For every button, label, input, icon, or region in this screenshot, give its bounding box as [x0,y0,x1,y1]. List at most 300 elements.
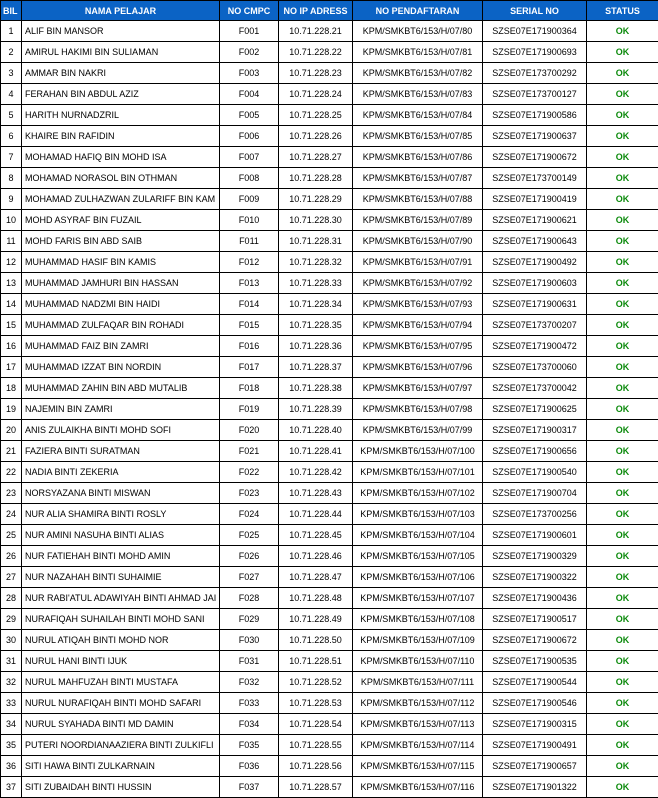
cell-no-pendaftaran: KPM/SMKBT6/153/H/07/113 [353,714,483,735]
cell-status: OK [587,630,658,651]
cell-status: OK [587,693,658,714]
cell-bil: 20 [1,420,22,441]
cell-nama-pelajar: SITI HAWA BINTI ZULKARNAIN [22,756,220,777]
cell-serial-no: SZSE07E171900540 [483,462,587,483]
cell-no-pendaftaran: KPM/SMKBT6/153/H/07/107 [353,588,483,609]
cell-status: OK [587,21,658,42]
cell-serial-no: SZSE07E171900643 [483,231,587,252]
cell-bil: 30 [1,630,22,651]
cell-no-pendaftaran: KPM/SMKBT6/153/H/07/82 [353,63,483,84]
cell-nama-pelajar: NUR ALIA SHAMIRA BINTI ROSLY [22,504,220,525]
cell-bil: 4 [1,84,22,105]
cell-serial-no: SZSE07E171900693 [483,42,587,63]
cell-no-cmpc: F031 [220,651,279,672]
table-row [1,756,658,777]
cell-nama-pelajar: MUHAMMAD FAIZ BIN ZAMRI [22,336,220,357]
table-row [1,126,658,147]
cell-nama-pelajar: ALIF BIN MANSOR [22,21,220,42]
cell-bil: 19 [1,399,22,420]
cell-no-ip: 10.71.228.42 [279,462,353,483]
header-no-ip-adress: NO IP ADRESS [279,1,353,21]
table-row [1,336,658,357]
cell-bil: 18 [1,378,22,399]
cell-no-cmpc: F018 [220,378,279,399]
cell-no-pendaftaran: KPM/SMKBT6/153/H/07/101 [353,462,483,483]
cell-bil: 15 [1,315,22,336]
cell-status: OK [587,567,658,588]
table-header [1,1,658,21]
cell-nama-pelajar: NORSYAZANA BINTI MISWAN [22,483,220,504]
cell-bil: 8 [1,168,22,189]
header-bil: BIL [1,1,22,21]
table-row [1,672,658,693]
cell-no-ip: 10.71.228.39 [279,399,353,420]
header-status: STATUS [587,1,658,21]
cell-bil: 14 [1,294,22,315]
cell-no-cmpc: F035 [220,735,279,756]
cell-status: OK [587,441,658,462]
cell-bil: 27 [1,567,22,588]
cell-no-cmpc: F001 [220,21,279,42]
cell-bil: 34 [1,714,22,735]
cell-status: OK [587,168,658,189]
cell-bil: 3 [1,63,22,84]
cell-no-pendaftaran: KPM/SMKBT6/153/H/07/93 [353,294,483,315]
cell-no-cmpc: F022 [220,462,279,483]
cell-status: OK [587,462,658,483]
cell-serial-no: SZSE07E171900419 [483,189,587,210]
cell-no-pendaftaran: KPM/SMKBT6/153/H/07/87 [353,168,483,189]
cell-no-ip: 10.71.228.22 [279,42,353,63]
cell-no-cmpc: F008 [220,168,279,189]
cell-status: OK [587,588,658,609]
cell-no-cmpc: F023 [220,483,279,504]
cell-bil: 21 [1,441,22,462]
cell-nama-pelajar: AMMAR BIN NAKRI [22,63,220,84]
table-body [1,21,658,798]
cell-nama-pelajar: NURAFIQAH SUHAILAH BINTI MOHD SANI [22,609,220,630]
cell-bil: 9 [1,189,22,210]
cell-bil: 12 [1,252,22,273]
cell-no-pendaftaran: KPM/SMKBT6/153/H/07/112 [353,693,483,714]
cell-no-pendaftaran: KPM/SMKBT6/153/H/07/104 [353,525,483,546]
cell-serial-no: SZSE07E171900364 [483,21,587,42]
cell-status: OK [587,294,658,315]
cell-no-cmpc: F021 [220,441,279,462]
cell-bil: 28 [1,588,22,609]
cell-nama-pelajar: AMIRUL HAKIMI BIN SULIAMAN [22,42,220,63]
cell-no-pendaftaran: KPM/SMKBT6/153/H/07/81 [353,42,483,63]
cell-nama-pelajar: KHAIRE BIN RAFIDIN [22,126,220,147]
cell-status: OK [587,189,658,210]
cell-serial-no: SZSE07E171900603 [483,273,587,294]
cell-serial-no: SZSE07E171900586 [483,105,587,126]
cell-nama-pelajar: MOHD FARIS BIN ABD SAIB [22,231,220,252]
cell-bil: 23 [1,483,22,504]
cell-nama-pelajar: NUR RABI'ATUL ADAWIYAH BINTI AHMAD JAI [22,588,220,609]
cell-serial-no: SZSE07E173700149 [483,168,587,189]
cell-bil: 26 [1,546,22,567]
cell-no-pendaftaran: KPM/SMKBT6/153/H/07/91 [353,252,483,273]
cell-nama-pelajar: NUR NAZAHAH BINTI SUHAIMIE [22,567,220,588]
cell-status: OK [587,210,658,231]
cell-serial-no: SZSE07E171900436 [483,588,587,609]
cell-serial-no: SZSE07E171900672 [483,147,587,168]
table-row [1,273,658,294]
cell-no-ip: 10.71.228.52 [279,672,353,693]
table-row [1,399,658,420]
cell-nama-pelajar: MUHAMMAD ZAHIN BIN ABD MUTALIB [22,378,220,399]
cell-no-cmpc: F005 [220,105,279,126]
table-row [1,315,658,336]
cell-no-pendaftaran: KPM/SMKBT6/153/H/07/103 [353,504,483,525]
cell-nama-pelajar: MOHAMAD ZULHAZWAN ZULARIFF BIN KAM [22,189,220,210]
cell-no-ip: 10.71.228.44 [279,504,353,525]
cell-serial-no: SZSE07E171900544 [483,672,587,693]
cell-serial-no: SZSE07E171900621 [483,210,587,231]
cell-nama-pelajar: MOHD ASYRAF BIN FUZAIL [22,210,220,231]
cell-bil: 25 [1,525,22,546]
cell-bil: 22 [1,462,22,483]
cell-nama-pelajar: FAZIERA BINTI SURATMAN [22,441,220,462]
cell-no-ip: 10.71.228.35 [279,315,353,336]
cell-bil: 33 [1,693,22,714]
cell-no-pendaftaran: KPM/SMKBT6/153/H/07/83 [353,84,483,105]
cell-nama-pelajar: PUTERI NOORDIANAAZIERA BINTI ZULKIFLI [22,735,220,756]
cell-no-pendaftaran: KPM/SMKBT6/153/H/07/89 [353,210,483,231]
cell-no-cmpc: F028 [220,588,279,609]
cell-bil: 2 [1,42,22,63]
cell-no-ip: 10.71.228.28 [279,168,353,189]
cell-no-ip: 10.71.228.48 [279,588,353,609]
cell-no-ip: 10.71.228.30 [279,210,353,231]
cell-no-pendaftaran: KPM/SMKBT6/153/H/07/106 [353,567,483,588]
cell-no-ip: 10.71.228.34 [279,294,353,315]
cell-serial-no: SZSE07E173700207 [483,315,587,336]
cell-nama-pelajar: NURUL NURAFIQAH BINTI MOHD SAFARI [22,693,220,714]
cell-no-ip: 10.71.228.50 [279,630,353,651]
cell-serial-no: SZSE07E173700060 [483,357,587,378]
cell-no-cmpc: F025 [220,525,279,546]
cell-no-pendaftaran: KPM/SMKBT6/153/H/07/99 [353,420,483,441]
cell-nama-pelajar: MUHAMMAD HASIF BIN KAMIS [22,252,220,273]
cell-no-pendaftaran: KPM/SMKBT6/153/H/07/105 [353,546,483,567]
cell-bil: 6 [1,126,22,147]
cell-status: OK [587,483,658,504]
cell-bil: 11 [1,231,22,252]
table-row [1,525,658,546]
cell-no-ip: 10.71.228.31 [279,231,353,252]
cell-no-cmpc: F003 [220,63,279,84]
cell-serial-no: SZSE07E171901322 [483,777,587,798]
cell-serial-no: SZSE07E173700042 [483,378,587,399]
cell-nama-pelajar: ANIS ZULAIKHA BINTI MOHD SOFI [22,420,220,441]
cell-no-pendaftaran: KPM/SMKBT6/153/H/07/114 [353,735,483,756]
cell-no-ip: 10.71.228.55 [279,735,353,756]
cell-status: OK [587,63,658,84]
cell-status: OK [587,42,658,63]
cell-nama-pelajar: NUR AMINI NASUHA BINTI ALIAS [22,525,220,546]
cell-status: OK [587,231,658,252]
cell-no-cmpc: F002 [220,42,279,63]
cell-no-cmpc: F019 [220,399,279,420]
cell-no-pendaftaran: KPM/SMKBT6/153/H/07/100 [353,441,483,462]
cell-nama-pelajar: NURUL MAHFUZAH BINTI MUSTAFA [22,672,220,693]
cell-no-cmpc: F009 [220,189,279,210]
cell-status: OK [587,273,658,294]
cell-no-pendaftaran: KPM/SMKBT6/153/H/07/88 [353,189,483,210]
cell-status: OK [587,420,658,441]
table-row [1,483,658,504]
cell-status: OK [587,399,658,420]
cell-bil: 31 [1,651,22,672]
cell-no-ip: 10.71.228.53 [279,693,353,714]
cell-no-pendaftaran: KPM/SMKBT6/153/H/07/111 [353,672,483,693]
cell-no-ip: 10.71.228.32 [279,252,353,273]
cell-bil: 7 [1,147,22,168]
cell-status: OK [587,735,658,756]
cell-no-ip: 10.71.228.57 [279,777,353,798]
cell-no-ip: 10.71.228.27 [279,147,353,168]
cell-nama-pelajar: SITI ZUBAIDAH BINTI HUSSIN [22,777,220,798]
table-row [1,651,658,672]
cell-serial-no: SZSE07E171900672 [483,630,587,651]
cell-nama-pelajar: MUHAMMAD NADZMI BIN HAIDI [22,294,220,315]
table-row [1,546,658,567]
cell-bil: 24 [1,504,22,525]
cell-serial-no: SZSE07E171900637 [483,126,587,147]
table-row [1,504,658,525]
cell-status: OK [587,672,658,693]
table-row [1,378,658,399]
cell-serial-no: SZSE07E171900601 [483,525,587,546]
cell-serial-no: SZSE07E171900656 [483,441,587,462]
cell-no-ip: 10.71.228.24 [279,84,353,105]
cell-no-cmpc: F026 [220,546,279,567]
table-row [1,357,658,378]
table-row [1,231,658,252]
cell-no-cmpc: F014 [220,294,279,315]
cell-status: OK [587,252,658,273]
table-row [1,462,658,483]
cell-bil: 5 [1,105,22,126]
cell-no-cmpc: F029 [220,609,279,630]
cell-no-ip: 10.71.228.26 [279,126,353,147]
cell-nama-pelajar: FERAHAN BIN ABDUL AZIZ [22,84,220,105]
cell-no-ip: 10.71.228.23 [279,63,353,84]
cell-nama-pelajar: MUHAMMAD IZZAT BIN NORDIN [22,357,220,378]
cell-no-ip: 10.71.228.49 [279,609,353,630]
cell-no-cmpc: F032 [220,672,279,693]
cell-bil: 17 [1,357,22,378]
cell-status: OK [587,714,658,735]
cell-no-ip: 10.71.228.51 [279,651,353,672]
cell-status: OK [587,84,658,105]
table-row [1,42,658,63]
table-row [1,735,658,756]
table-row [1,147,658,168]
table-row [1,693,658,714]
cell-serial-no: SZSE07E171900322 [483,567,587,588]
cell-no-ip: 10.71.228.56 [279,756,353,777]
cell-nama-pelajar: NUR FATIEHAH BINTI MOHD AMIN [22,546,220,567]
cell-no-pendaftaran: KPM/SMKBT6/153/H/07/92 [353,273,483,294]
cell-no-cmpc: F034 [220,714,279,735]
cell-no-pendaftaran: KPM/SMKBT6/153/H/07/115 [353,756,483,777]
cell-no-cmpc: F037 [220,777,279,798]
cell-no-pendaftaran: KPM/SMKBT6/153/H/07/84 [353,105,483,126]
cell-no-ip: 10.71.228.25 [279,105,353,126]
cell-serial-no: SZSE07E171900315 [483,714,587,735]
cell-no-cmpc: F007 [220,147,279,168]
header-no-pendaftaran: NO PENDAFTARAN [353,1,483,21]
cell-serial-no: SZSE07E171900704 [483,483,587,504]
cell-nama-pelajar: MOHAMAD NORASOL BIN OTHMAN [22,168,220,189]
cell-nama-pelajar: NADIA BINTI ZEKERIA [22,462,220,483]
cell-status: OK [587,357,658,378]
header-no-cmpc: NO CMPC [220,1,279,21]
cell-no-ip: 10.71.228.54 [279,714,353,735]
cell-nama-pelajar: MUHAMMAD ZULFAQAR BIN ROHADI [22,315,220,336]
cell-no-pendaftaran: KPM/SMKBT6/153/H/07/90 [353,231,483,252]
cell-nama-pelajar: NURUL SYAHADA BINTI MD DAMIN [22,714,220,735]
cell-no-cmpc: F017 [220,357,279,378]
cell-no-cmpc: F006 [220,126,279,147]
header-serial-no: SERIAL NO [483,1,587,21]
cell-no-pendaftaran: KPM/SMKBT6/153/H/07/102 [353,483,483,504]
cell-status: OK [587,504,658,525]
table-row [1,294,658,315]
cell-status: OK [587,315,658,336]
cell-no-cmpc: F004 [220,84,279,105]
cell-no-pendaftaran: KPM/SMKBT6/153/H/07/95 [353,336,483,357]
cell-no-ip: 10.71.228.21 [279,21,353,42]
cell-status: OK [587,651,658,672]
cell-status: OK [587,147,658,168]
cell-status: OK [587,777,658,798]
cell-bil: 1 [1,21,22,42]
cell-no-ip: 10.71.228.41 [279,441,353,462]
cell-no-cmpc: F033 [220,693,279,714]
cell-no-cmpc: F030 [220,630,279,651]
cell-no-pendaftaran: KPM/SMKBT6/153/H/07/97 [353,378,483,399]
cell-serial-no: SZSE07E173700292 [483,63,587,84]
cell-no-pendaftaran: KPM/SMKBT6/153/H/07/94 [353,315,483,336]
cell-nama-pelajar: NAJEMIN BIN ZAMRI [22,399,220,420]
cell-bil: 16 [1,336,22,357]
table-row [1,714,658,735]
cell-no-pendaftaran: KPM/SMKBT6/153/H/07/116 [353,777,483,798]
cell-no-pendaftaran: KPM/SMKBT6/153/H/07/85 [353,126,483,147]
cell-serial-no: SZSE07E171900492 [483,252,587,273]
cell-serial-no: SZSE07E171900535 [483,651,587,672]
cell-serial-no: SZSE07E171900329 [483,546,587,567]
cell-no-ip: 10.71.228.29 [279,189,353,210]
table-row [1,21,658,42]
table-row [1,441,658,462]
cell-no-cmpc: F020 [220,420,279,441]
cell-no-cmpc: F012 [220,252,279,273]
cell-status: OK [587,525,658,546]
cell-no-pendaftaran: KPM/SMKBT6/153/H/07/110 [353,651,483,672]
cell-no-pendaftaran: KPM/SMKBT6/153/H/07/86 [353,147,483,168]
table-row [1,252,658,273]
cell-nama-pelajar: HARITH NURNADZRIL [22,105,220,126]
cell-status: OK [587,126,658,147]
table-row [1,630,658,651]
cell-bil: 32 [1,672,22,693]
cell-no-ip: 10.71.228.47 [279,567,353,588]
cell-bil: 13 [1,273,22,294]
cell-serial-no: SZSE07E171900631 [483,294,587,315]
cell-no-ip: 10.71.228.46 [279,546,353,567]
cell-no-pendaftaran: KPM/SMKBT6/153/H/07/96 [353,357,483,378]
table-row [1,168,658,189]
table-row [1,63,658,84]
cell-no-cmpc: F027 [220,567,279,588]
header-nama-pelajar: NAMA PELAJAR [22,1,220,21]
cell-no-cmpc: F024 [220,504,279,525]
cell-no-cmpc: F036 [220,756,279,777]
cell-serial-no: SZSE07E173700256 [483,504,587,525]
cell-no-ip: 10.71.228.36 [279,336,353,357]
cell-status: OK [587,336,658,357]
cell-serial-no: SZSE07E171900546 [483,693,587,714]
cell-serial-no: SZSE07E171900517 [483,609,587,630]
cell-no-cmpc: F016 [220,336,279,357]
cell-no-pendaftaran: KPM/SMKBT6/153/H/07/109 [353,630,483,651]
cell-no-cmpc: F011 [220,231,279,252]
cell-bil: 35 [1,735,22,756]
table-row [1,609,658,630]
cell-no-ip: 10.71.228.33 [279,273,353,294]
cell-no-ip: 10.71.228.43 [279,483,353,504]
cell-no-pendaftaran: KPM/SMKBT6/153/H/07/108 [353,609,483,630]
cell-status: OK [587,756,658,777]
cell-status: OK [587,378,658,399]
cell-bil: 37 [1,777,22,798]
cell-serial-no: SZSE07E173700127 [483,84,587,105]
cell-nama-pelajar: NURUL ATIQAH BINTI MOHD NOR [22,630,220,651]
cell-no-cmpc: F010 [220,210,279,231]
cell-nama-pelajar: MUHAMMAD JAMHURI BIN HASSAN [22,273,220,294]
cell-serial-no: SZSE07E171900625 [483,399,587,420]
cell-status: OK [587,546,658,567]
cell-no-ip: 10.71.228.40 [279,420,353,441]
cell-nama-pelajar: MOHAMAD HAFIQ BIN MOHD ISA [22,147,220,168]
cell-no-ip: 10.71.228.38 [279,378,353,399]
cell-no-pendaftaran: KPM/SMKBT6/153/H/07/80 [353,21,483,42]
cell-serial-no: SZSE07E171900657 [483,756,587,777]
table-row [1,588,658,609]
table-row [1,420,658,441]
cell-serial-no: SZSE07E171900472 [483,336,587,357]
table-row [1,189,658,210]
table-row [1,567,658,588]
cell-bil: 36 [1,756,22,777]
cell-bil: 10 [1,210,22,231]
cell-no-ip: 10.71.228.37 [279,357,353,378]
cell-no-ip: 10.71.228.45 [279,525,353,546]
cell-no-cmpc: F013 [220,273,279,294]
cell-nama-pelajar: NURUL HANI BINTI IJUK [22,651,220,672]
cell-bil: 29 [1,609,22,630]
cell-no-pendaftaran: KPM/SMKBT6/153/H/07/98 [353,399,483,420]
cell-no-cmpc: F015 [220,315,279,336]
cell-status: OK [587,609,658,630]
table-row [1,84,658,105]
table-row [1,210,658,231]
